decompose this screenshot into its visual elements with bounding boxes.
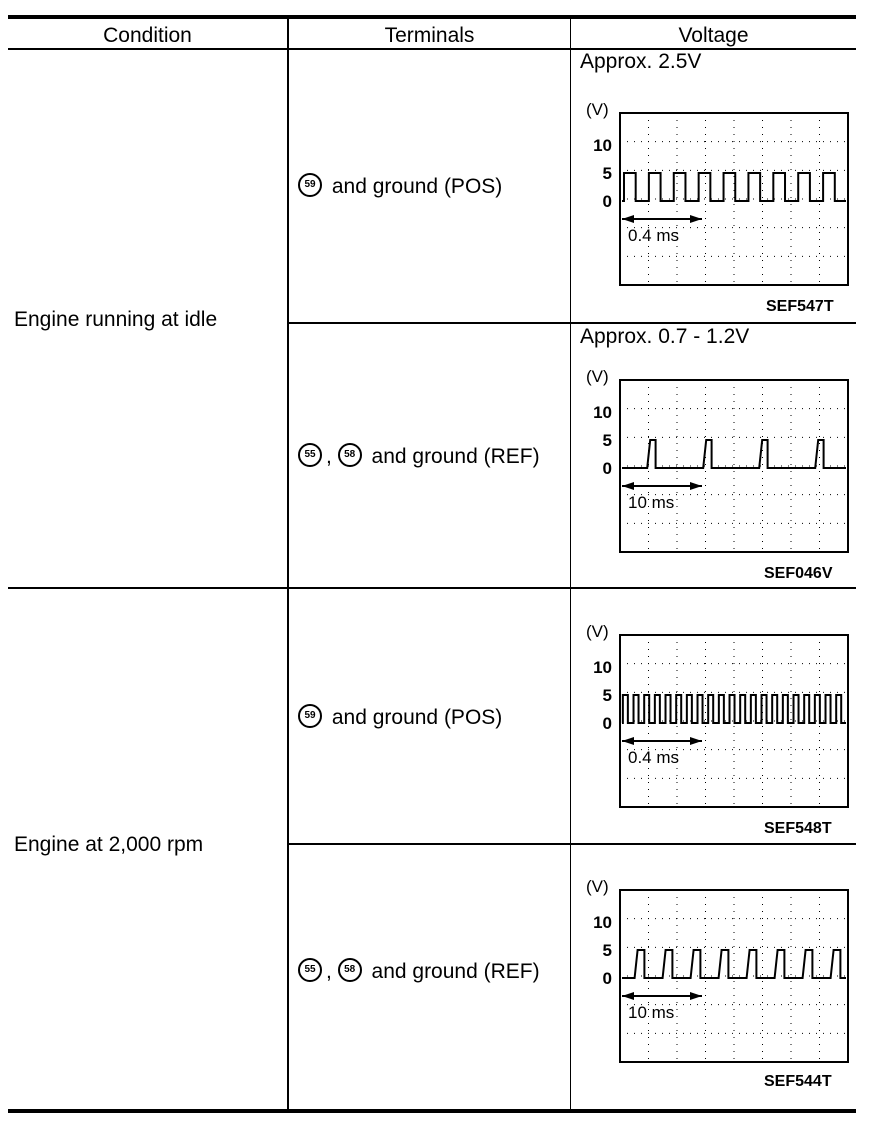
period-label: 0.4 ms bbox=[628, 748, 680, 767]
row-divider-middle-2 bbox=[288, 843, 856, 845]
condition-idle: Engine running at idle bbox=[14, 308, 218, 331]
condition-2000rpm: Engine at 2,000 rpm bbox=[14, 833, 204, 856]
y-tick-label: 5 bbox=[602, 431, 612, 450]
oscilloscope-waveform-3 bbox=[580, 617, 852, 812]
y-tick-label: 5 bbox=[602, 686, 612, 705]
figure-code-3: SEF548T bbox=[764, 820, 832, 837]
y-tick-label: 0 bbox=[602, 969, 612, 988]
signal-waveform bbox=[622, 695, 846, 723]
period-arrow-left-icon bbox=[622, 215, 634, 223]
pin-badge: 59 bbox=[298, 704, 322, 728]
y-tick-label: 0 bbox=[602, 192, 612, 211]
y-axis-unit: (V) bbox=[586, 367, 609, 386]
terminal-row-2: 55 , 58 and ground (REF) bbox=[298, 445, 540, 469]
period-arrow-right-icon bbox=[690, 482, 702, 490]
figure-code-2: SEF046V bbox=[764, 565, 833, 582]
y-tick-label: 10 bbox=[593, 136, 612, 155]
period-label: 10 ms bbox=[628, 493, 675, 512]
period-arrow-left-icon bbox=[622, 482, 634, 490]
y-tick-label: 0 bbox=[602, 714, 612, 733]
column-divider-1 bbox=[287, 15, 289, 1111]
period-arrow-right-icon bbox=[690, 992, 702, 1000]
terminal-text: and ground (REF) bbox=[371, 960, 540, 983]
terminal-text: and ground (REF) bbox=[371, 445, 540, 468]
y-axis-unit: (V) bbox=[586, 100, 609, 119]
y-axis-unit: (V) bbox=[586, 622, 609, 641]
pin-badge: 55 bbox=[298, 443, 322, 467]
period-arrow-right-icon bbox=[690, 737, 702, 745]
row-divider-middle bbox=[288, 322, 856, 324]
header-bottom-rule bbox=[8, 48, 856, 50]
table-bottom-rule bbox=[8, 1109, 856, 1113]
y-tick-label: 10 bbox=[593, 913, 612, 932]
terminal-text: and ground (POS) bbox=[331, 706, 503, 729]
oscilloscope-waveform-2 bbox=[580, 362, 852, 557]
y-axis-unit: (V) bbox=[586, 877, 609, 896]
oscilloscope-waveform-1 bbox=[580, 95, 852, 290]
table-top-rule bbox=[8, 15, 856, 19]
y-tick-label: 10 bbox=[593, 658, 612, 677]
pin-badge: 59 bbox=[298, 173, 322, 197]
period-label: 10 ms bbox=[628, 1003, 675, 1022]
signal-waveform bbox=[622, 950, 846, 978]
terminal-row-4: 55 , 58 and ground (REF) bbox=[298, 960, 540, 984]
row-divider-condition bbox=[8, 587, 856, 589]
pin-badge: 58 bbox=[338, 443, 362, 467]
terminal-row-1 bbox=[298, 175, 502, 199]
header-condition: Condition bbox=[103, 24, 192, 47]
y-tick-label: 0 bbox=[602, 459, 612, 478]
scope-frame bbox=[620, 113, 848, 285]
y-tick-label: 5 bbox=[602, 164, 612, 183]
oscilloscope-waveform-4 bbox=[580, 872, 852, 1067]
header-voltage: Voltage bbox=[678, 24, 749, 47]
column-divider-2 bbox=[570, 15, 571, 1111]
figure-code-4: SEF544T bbox=[764, 1073, 832, 1090]
period-label: 0.4 ms bbox=[628, 226, 680, 245]
terminal-text: and ground (POS) bbox=[331, 175, 503, 198]
period-arrow-left-icon bbox=[622, 992, 634, 1000]
pin-badge: 58 bbox=[338, 958, 362, 982]
signal-waveform bbox=[622, 440, 846, 468]
signal-waveform bbox=[622, 173, 846, 201]
scope-frame bbox=[620, 380, 848, 552]
y-tick-label: 5 bbox=[602, 941, 612, 960]
header-terminals: Terminals bbox=[384, 24, 475, 47]
pin-badge: 55 bbox=[298, 958, 322, 982]
voltage-approx-1: Approx. 2.5V bbox=[580, 50, 702, 73]
period-arrow-right-icon bbox=[690, 215, 702, 223]
figure-code-1: SEF547T bbox=[766, 298, 834, 315]
terminal-row-3 bbox=[298, 706, 502, 730]
voltage-approx-2: Approx. 0.7 - 1.2V bbox=[580, 325, 750, 348]
y-tick-label: 10 bbox=[593, 403, 612, 422]
period-arrow-left-icon bbox=[622, 737, 634, 745]
scope-frame bbox=[620, 890, 848, 1062]
